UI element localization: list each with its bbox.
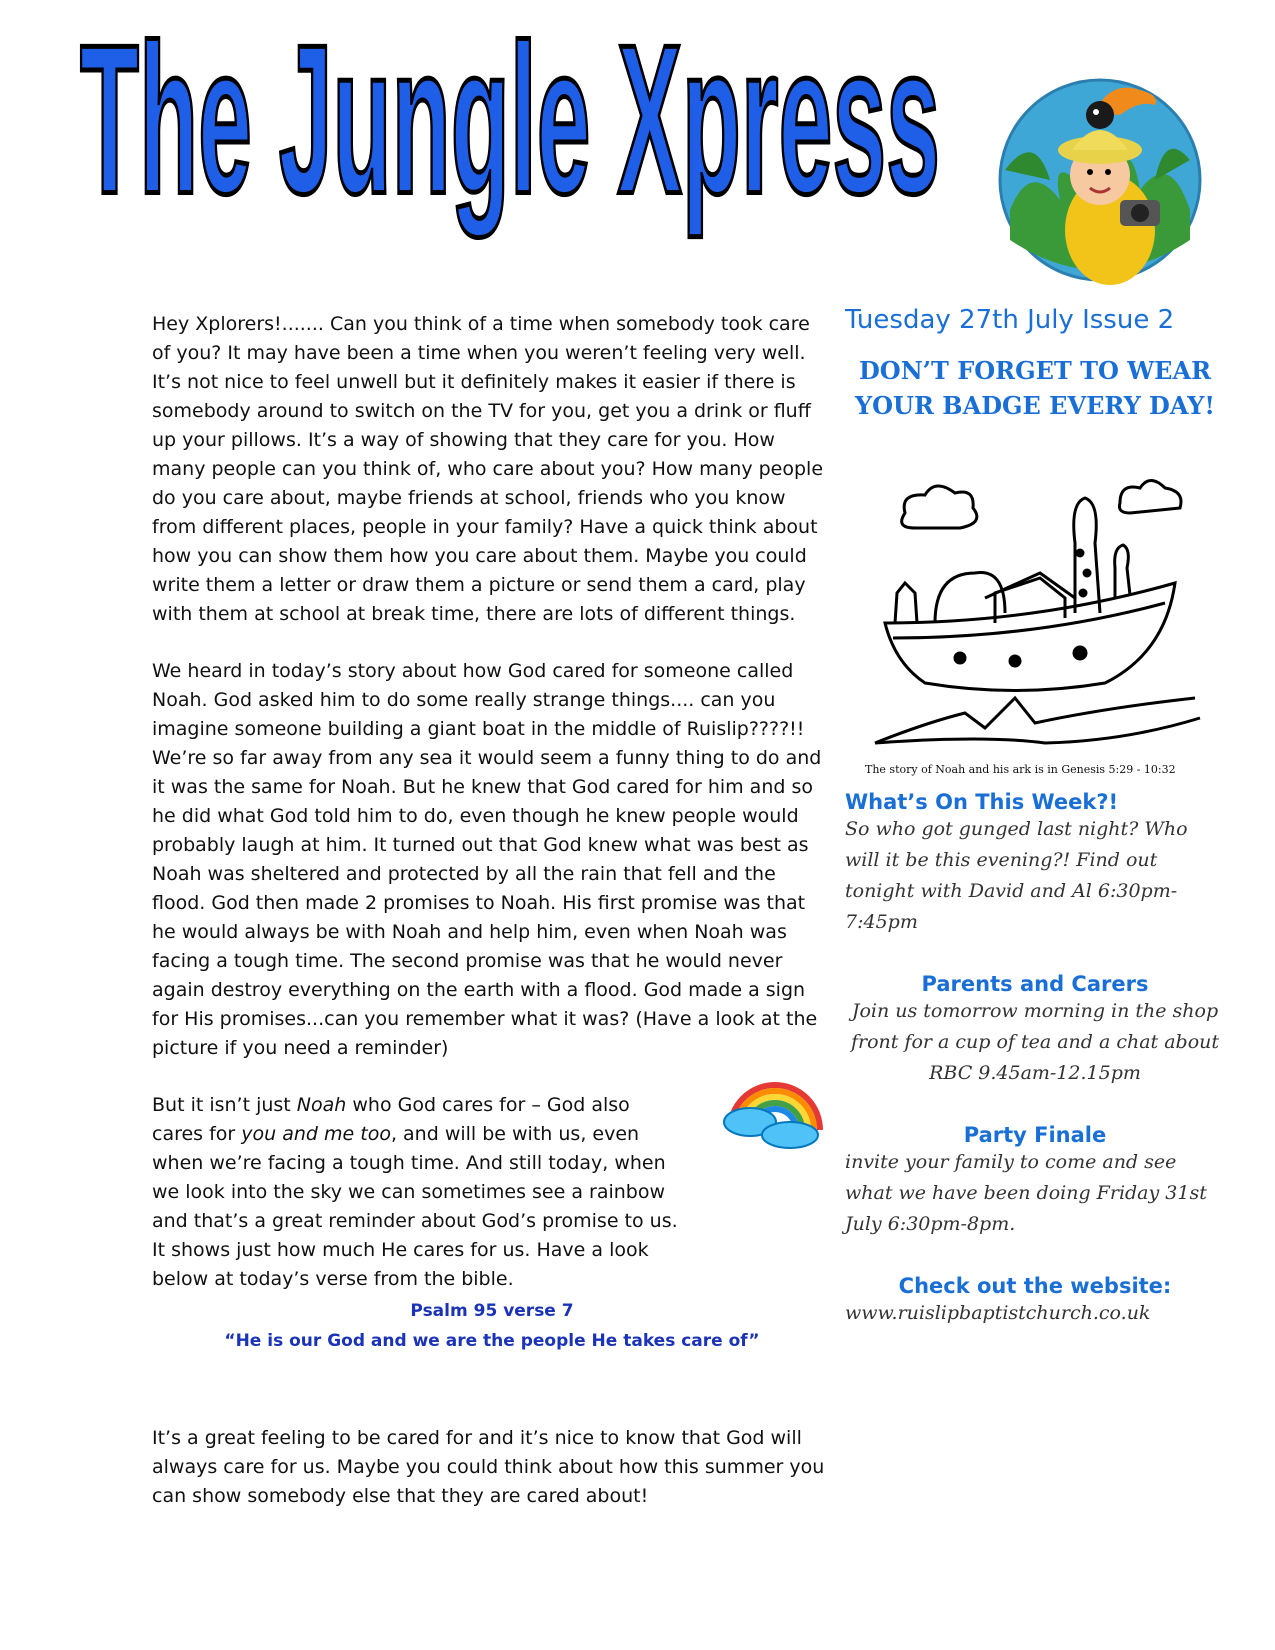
parents-text: Join us tomorrow morning in the shop front for a cup of tea and a chat about RBC 9.45am-12.15pm xyxy=(850,1000,1220,1084)
main-article xyxy=(152,310,832,1511)
bible-verse xyxy=(152,1298,832,1354)
article-paragraph-2: We heard in today’s story about how God cared for someone called Noah. God asked him to do some really strange things.... can you imagine someone building a giant boat in the middle of Ruislip????!! We’re so far away from any sea it would seem a funny thing to do and it was the same for Noah. But he knew that God cared for him and so he did what God told him to do, even though he knew people would probably laugh at him. It turned out that God knew what was best as Noah was sheltered and protected by all the rain that fell and the flood. God then made 2 promises to Noah. His first promise was that he would always be with Noah and help him, even when Noah was facing a tough time. The second promise was that he would never again destroy everything on the earth with a flood. God made a sign for His promises...can you remember what it was? (Have a look at the picture if you need a reminder) xyxy=(152,660,822,1059)
website-heading: Check out the website: xyxy=(898,1274,1172,1298)
verse-reference: Psalm 95 verse 7 xyxy=(410,1301,574,1321)
masthead-title: The Jungle Xpress xyxy=(79,30,940,238)
badge-reminder xyxy=(845,353,1225,423)
sidebar xyxy=(845,305,1225,1329)
website-url[interactable]: www.ruislipbaptistchurch.co.uk xyxy=(845,1302,1151,1324)
whats-on-heading: What’s On This Week?! xyxy=(845,790,1119,814)
verse-text: “He is our God and we are the people He takes care of” xyxy=(224,1331,760,1351)
para3-noah: Noah xyxy=(296,1094,347,1116)
explorer-logo xyxy=(990,70,1210,290)
para3-you-and-me: you and me too xyxy=(241,1123,391,1145)
para3-start: But it isn’t just xyxy=(152,1094,297,1116)
noahs-ark-illustration xyxy=(865,473,1210,763)
reminder-line-1: DON’T FORGET TO WEAR xyxy=(858,356,1212,385)
reminder-line-2: YOUR BADGE EVERY DAY! xyxy=(855,391,1215,420)
article-paragraph-1: Hey Xplorers!....... Can you think of a time when somebody took care of you? It may have been a time when you weren’t feeling very well. It’s not nice to feel unwell but it definitely makes it easier if there is somebody around to switch on the TV for you, get you a drink or fluff up your pillows. It’s a way of showing that they care for you. How many people can you think of, who care about you? How many people do you care about, maybe friends at school, friends who you know from different places, people in your family? Have a quick think about how you can show them how you care about them. Maybe you could write them a letter or draw them a picture or send them a card, play with them at school at break time, there are lots of different things. xyxy=(152,313,824,625)
parents-heading: Parents and Carers xyxy=(921,972,1149,996)
rainbow-icon xyxy=(720,1060,830,1150)
party-heading: Party Finale xyxy=(963,1123,1107,1147)
closing-paragraph: It’s a great feeling to be cared for and it’s nice to know that God will always care for us. Maybe you could think about how this summer you can show somebody else that they are cared about! xyxy=(152,1427,825,1507)
masthead-title-art xyxy=(60,30,960,260)
para3-mid: who God cares for – God also cares for xyxy=(152,1094,630,1145)
issue-date: Tuesday 27th July Issue 2 xyxy=(845,305,1175,335)
whats-on-text: So who got gunged last night? Who will it be this evening?! Find out tonight with David and Al 6:30pm-7:45pm xyxy=(845,818,1188,933)
masthead xyxy=(60,30,960,260)
party-text: invite your family to come and see what we have been doing Friday 31st July 6:30pm-8pm. xyxy=(845,1151,1207,1235)
para3-end: , and will be with us, even when we’re facing a tough time. And still today, when we look into the sky we can sometimes see a rainbow and that’s a great reminder about God’s promise to us. It shows just how much He cares for us. Have a look below at today’s verse from the bible. xyxy=(152,1123,678,1290)
ark-caption: The story of Noah and his ark is in Genesis 5:29 - 10:32 xyxy=(865,763,1176,776)
